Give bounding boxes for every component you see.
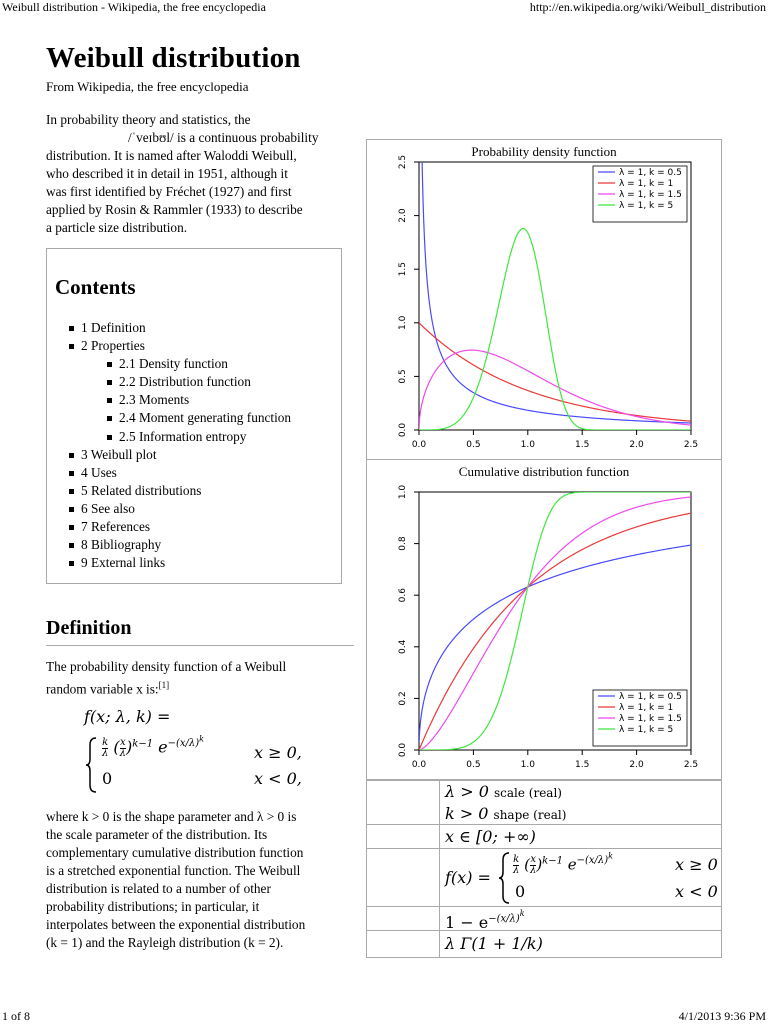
cdf-chart[interactable]: [367, 460, 721, 779]
legend-label: λ = 1, k = 1: [619, 179, 674, 189]
pdf-chart-panel: [367, 140, 721, 460]
pdf-case-2-value: 0: [102, 769, 113, 788]
legend-label: λ = 1, k = 5: [619, 725, 674, 735]
x-tick-label: 0.0: [411, 440, 427, 450]
toc-item-bibliography[interactable]: 8 Bibliography: [81, 536, 291, 554]
pdf-row: [367, 848, 721, 907]
definition-intro: [46, 658, 354, 698]
y-tick-label: 2.5: [398, 154, 408, 170]
table-label-cell: [367, 849, 440, 907]
table-label-cell: [367, 931, 440, 957]
pdf-row-case-2-value: 0: [515, 882, 526, 901]
chart-title: Cumulative distribution function: [458, 464, 630, 479]
definition-intro-line: The probability density function of a Weibull: [46, 659, 287, 674]
support-value: x ∈ [0; +∞): [445, 827, 536, 846]
lead-line: distribution. It is named after Waloddi Weibull,: [46, 148, 297, 163]
pdf-case-2-condition: x < 0,: [254, 769, 302, 788]
definition-heading: Definition: [46, 617, 132, 639]
param-scale-note: scale (real): [494, 786, 562, 800]
lead-line: who described it in detail in 1951, although it: [46, 166, 288, 181]
toc-list: [81, 319, 291, 572]
x-tick-label: 0.5: [466, 440, 481, 450]
pdf-formula-lhs: f(x; λ, k) =: [84, 707, 171, 726]
y-tick-label: 0.8: [398, 536, 408, 551]
table-label-cell: [367, 907, 440, 931]
y-tick-label: 0.0: [398, 742, 408, 758]
page-title: Weibull distribution: [46, 42, 301, 74]
page-number: 1 of 8: [2, 1009, 30, 1023]
toc-item-information-entropy[interactable]: 2.5 Information entropy: [119, 428, 291, 446]
toc-item-properties[interactable]: 2 Properties: [81, 337, 291, 355]
lead-line: applied by Rosin & Rammler (1933) to describe: [46, 202, 303, 217]
lead-line: In probability theory and statistics, the: [46, 112, 251, 127]
print-header-title: Weibull distribution - Wikipedia, the free encyclopedia: [2, 0, 266, 14]
mean-value: λ Γ(1 + 1/k): [445, 934, 543, 953]
legend-label: λ = 1, k = 0.5: [619, 168, 682, 178]
y-tick-label: 0.5: [398, 369, 408, 384]
pdf-row-case-2-condition: x < 0: [675, 882, 718, 901]
cdf-row: [367, 906, 721, 931]
y-tick-label: 0.2: [398, 691, 408, 706]
param-scale-math: λ > 0: [445, 782, 489, 801]
toc-item-external-links[interactable]: 9 External links: [81, 554, 291, 572]
definition-intro-text: random variable x is:: [46, 681, 159, 697]
lead-line: [46, 129, 354, 147]
cdf-exponent: −(x/λ): [488, 913, 520, 925]
infobox: [366, 139, 722, 958]
description-line: complementary cumulative distribution function: [46, 845, 304, 860]
print-timestamp: 4/1/2013 9:36 PM: [678, 1009, 766, 1023]
mean-row: [367, 930, 721, 958]
description-line: is a stretched exponential function. The Weibull: [46, 863, 301, 878]
section-divider: [46, 645, 354, 646]
param-shape-math: k > 0: [445, 804, 489, 823]
print-header: [0, 0, 768, 16]
pdf-formula-brace: [86, 737, 98, 793]
description-line: (k = 1) and the Rayleigh distribution (k = 2).: [46, 935, 284, 950]
y-tick-label: 0.0: [398, 422, 408, 438]
pdf-row-case-1-expr: $\frac{k}{\lambda}$ ( $\frac{x}{\lambda}$ )$^{k-1}$ $e^{-(x/\lambda)^k}$: [513, 852, 614, 876]
lead-paragraph: [46, 111, 354, 237]
chart-title: Probability density function: [471, 144, 617, 159]
x-tick-label: 1.5: [575, 760, 590, 770]
pdf-row-brace: [499, 852, 511, 904]
x-tick-label: 2.5: [683, 760, 699, 770]
series-line: [419, 323, 691, 421]
table-of-contents: [46, 248, 342, 584]
description-line: distribution is related to a number of other: [46, 881, 271, 896]
toc-item-see-also[interactable]: 6 See also: [81, 500, 291, 518]
legend-label: λ = 1, k = 1.5: [619, 190, 682, 200]
toc-item-distribution-function[interactable]: 2.2 Distribution function: [119, 373, 291, 391]
lead-line: was first identified by Fréchet (1927) and first: [46, 184, 292, 199]
x-tick-label: 1.0: [520, 760, 535, 770]
y-tick-label: 1.0: [398, 484, 408, 500]
pronunciation-link[interactable]: /ˈveɪbʊl/ is a continuous probability: [128, 130, 319, 145]
x-tick-label: 0.0: [411, 760, 427, 770]
toc-item-uses[interactable]: 4 Uses: [81, 464, 291, 482]
toc-item-moment-generating-function[interactable]: 2.4 Moment generating function: [119, 409, 291, 427]
description-line: probability distributions; in particular, it: [46, 899, 260, 914]
legend-label: λ = 1, k = 1: [619, 703, 674, 713]
y-tick-label: 2.0: [398, 208, 408, 223]
y-tick-label: 1.5: [398, 262, 408, 277]
toc-heading: Contents: [55, 275, 136, 299]
lead-line: a particle size distribution.: [46, 220, 188, 235]
x-tick-label: 1.5: [575, 440, 590, 450]
pdf-case-1-condition: x ≥ 0,: [254, 743, 302, 762]
reference-link[interactable]: [1]: [158, 680, 170, 690]
cdf-value: [445, 909, 525, 932]
description-line: where k > 0 is the shape parameter and λ > 0 is: [46, 809, 297, 824]
x-tick-label: 2.0: [629, 440, 644, 450]
pdf-chart[interactable]: [367, 140, 721, 459]
param-shape: [445, 804, 566, 823]
toc-item-definition[interactable]: 1 Definition: [81, 319, 291, 337]
table-label-cell: [367, 825, 440, 849]
page-subtitle: From Wikipedia, the free encyclopedia: [46, 79, 249, 94]
table-label-cell: [367, 781, 440, 825]
toc-item-weibull-plot[interactable]: 3 Weibull plot: [81, 446, 291, 464]
pdf-formula: [84, 707, 354, 799]
cdf-chart-panel: [367, 460, 721, 780]
series-line: [419, 350, 691, 430]
legend-label: λ = 1, k = 1.5: [619, 714, 682, 724]
pdf-case-1-expr: $\frac{k}{\lambda}$ ( $\frac{x}{\lambda}$ )$^{k-1}$ $e^{-(x/\lambda)^k}$: [102, 735, 205, 759]
y-tick-label: 0.6: [398, 588, 408, 603]
definition-description: [46, 808, 354, 952]
cdf-base: 1 − e: [445, 913, 489, 932]
legend-label: λ = 1, k = 0.5: [619, 692, 682, 702]
y-tick-label: 0.4: [398, 639, 408, 654]
param-shape-note: shape (real): [493, 808, 567, 822]
x-tick-label: 0.5: [466, 760, 481, 770]
support-row: [367, 824, 721, 849]
toc-item-density-function[interactable]: 2.1 Density function: [119, 355, 291, 373]
y-tick-label: 1.0: [398, 315, 408, 330]
print-header-url[interactable]: http://en.wikipedia.org/wiki/Weibull_distribution: [529, 0, 766, 14]
legend-label: λ = 1, k = 5: [619, 201, 674, 211]
pdf-row-case-1-condition: x ≥ 0: [675, 855, 718, 874]
definition-intro-line: [46, 676, 354, 698]
description-line: interpolates between the exponential distribution: [46, 917, 306, 932]
description-line: the scale parameter of the distribution. Its: [46, 827, 268, 842]
param-scale: [445, 782, 562, 801]
toc-item-related-distributions[interactable]: 5 Related distributions: [81, 482, 291, 500]
parameters-row: [367, 780, 721, 825]
x-tick-label: 2.0: [629, 760, 644, 770]
x-tick-label: 2.5: [683, 440, 699, 450]
toc-item-references[interactable]: 7 References: [81, 518, 291, 536]
cdf-exponent-k: k: [519, 909, 525, 918]
x-tick-label: 1.0: [520, 440, 535, 450]
pdf-row-lhs: f(x) =: [445, 868, 491, 887]
toc-item-moments[interactable]: 2.3 Moments: [119, 391, 291, 409]
